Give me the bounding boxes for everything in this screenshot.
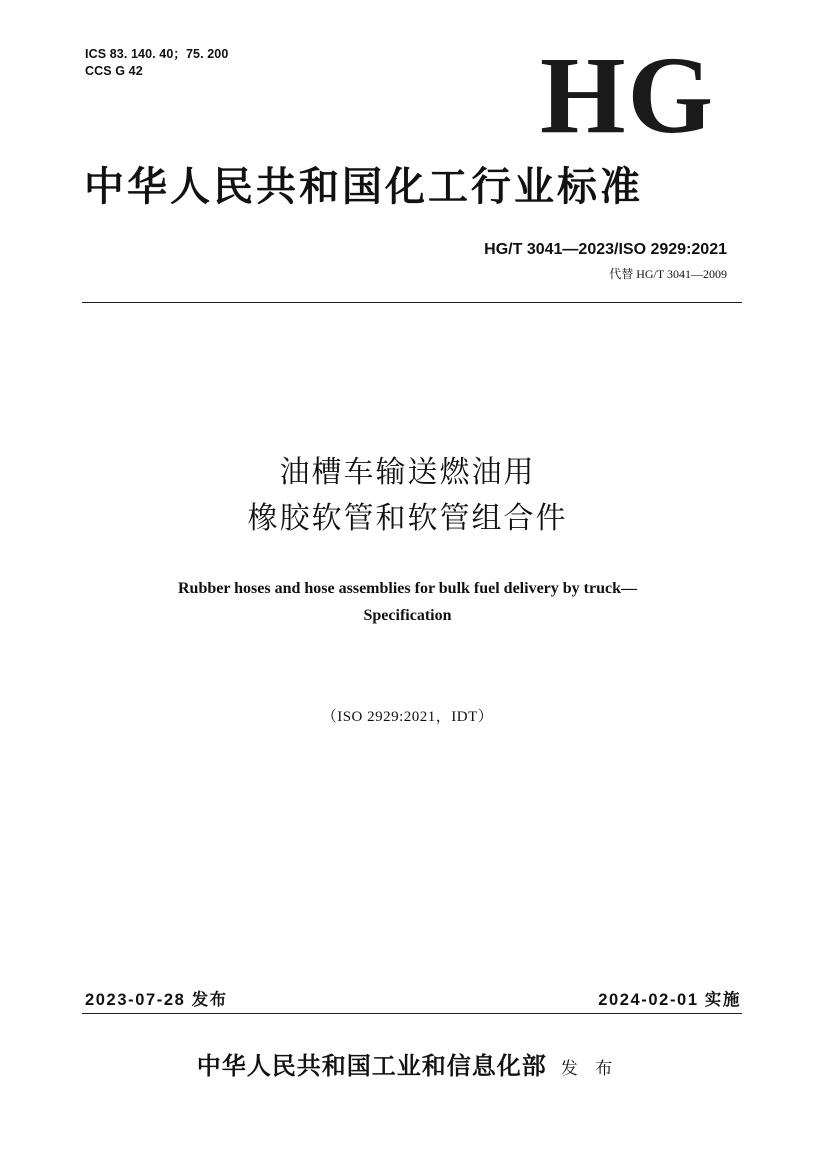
- hg-logo: HG: [540, 34, 716, 156]
- bottom-divider: [82, 1013, 742, 1014]
- top-divider: [82, 302, 742, 303]
- ccs-code: CCS G 42: [85, 64, 143, 78]
- classification-codes: [85, 46, 228, 80]
- ics-code: ICS 83. 140. 40；75. 200: [85, 47, 229, 61]
- iso-reference: （ISO 2929:2021，IDT）: [321, 709, 494, 725]
- issuer-action: 发 布: [560, 1059, 619, 1079]
- english-title-line-2: Specification: [363, 607, 452, 624]
- chinese-title-line-1: 油槽车输送燃油用: [279, 455, 536, 490]
- issue-date: 2023-07-28 发布: [85, 991, 228, 1009]
- english-title-line-1: Rubber hoses and hose assemblies for bulk fuel delivery by truck—: [177, 580, 637, 597]
- replaces-standard: 代替 HG/T 3041—2009: [609, 267, 727, 281]
- issuer: [0, 1049, 815, 1086]
- implementation-date: 2024-02-01 实施: [598, 991, 741, 1009]
- standard-number: HG/T 3041—2023/ISO 2929:2021: [484, 241, 727, 258]
- industry-standard-title: 中华人民共和国化工行业标准: [84, 163, 643, 210]
- issuer-name: 中华人民共和国工业和信息化部: [196, 1051, 547, 1080]
- chinese-title-line-2: 橡胶软管和软管组合件: [247, 501, 568, 536]
